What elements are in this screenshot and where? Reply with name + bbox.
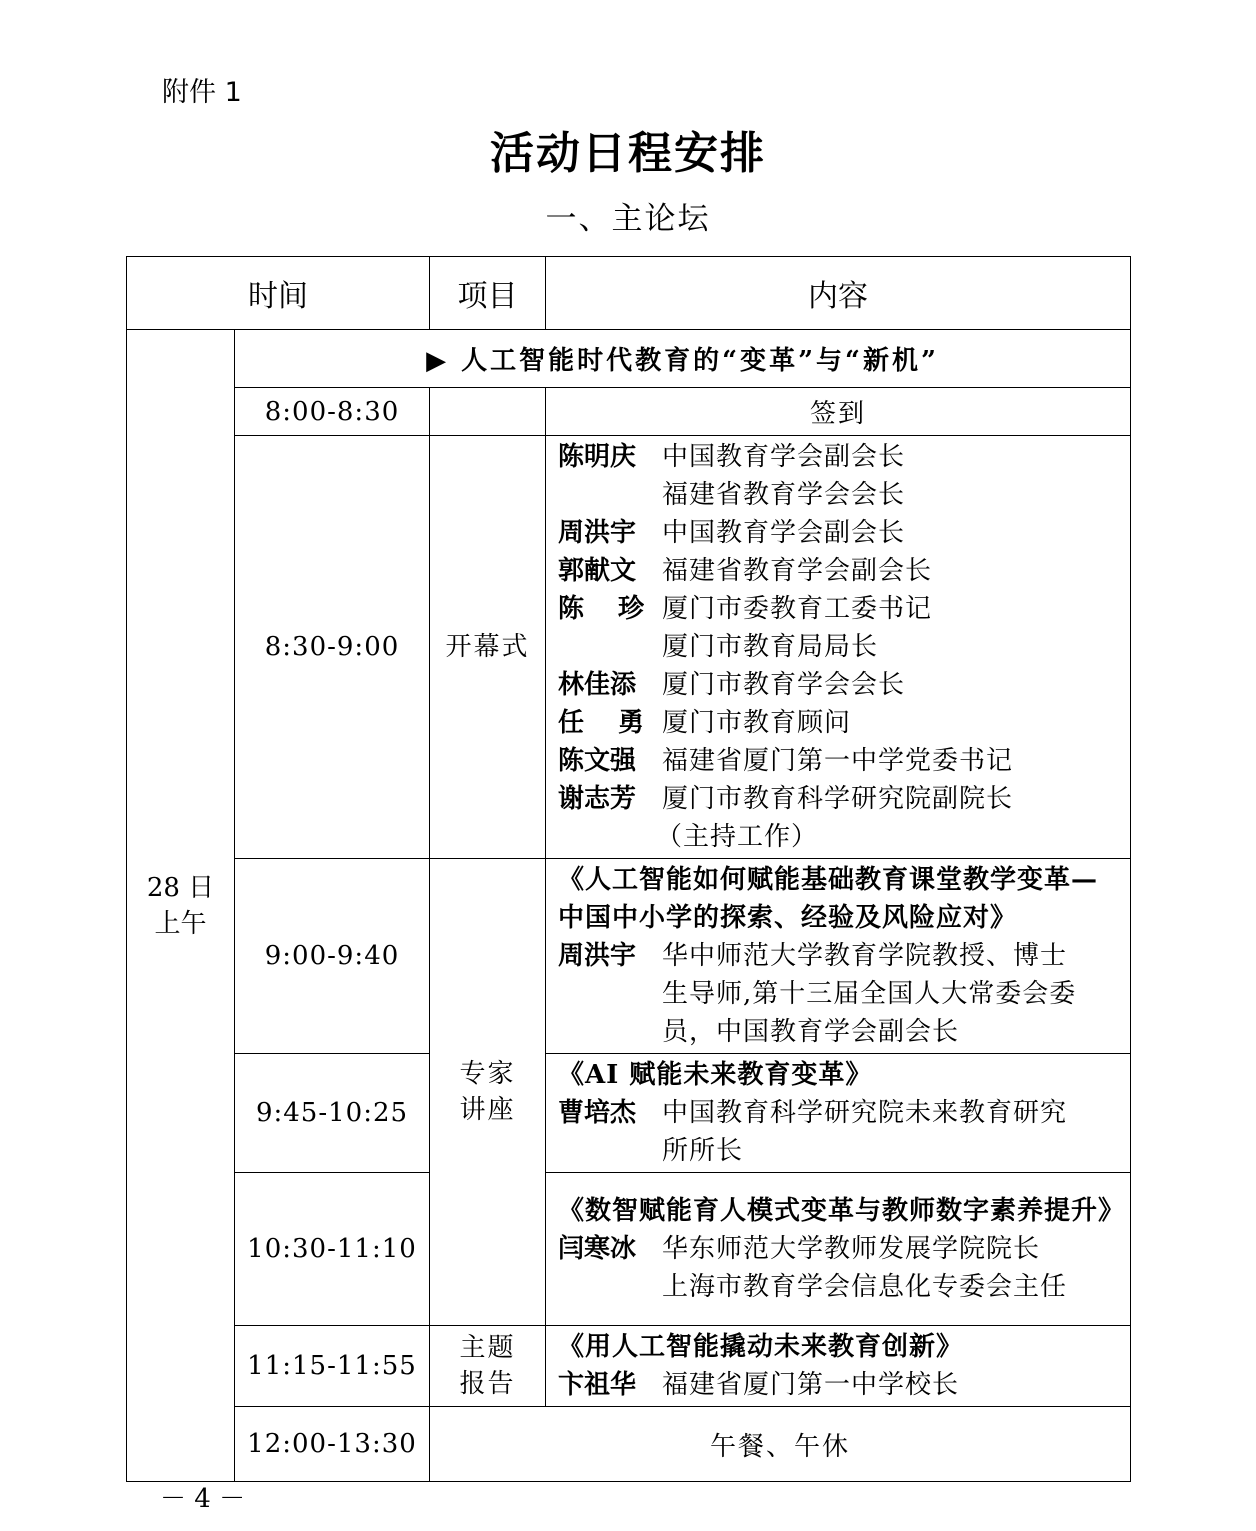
guest-name-part: 陈 <box>558 594 585 624</box>
guest-name: 周洪宇 <box>558 518 637 548</box>
speaker-role-continued: 所所长 <box>662 1136 744 1166</box>
speaker-role-continued: 生导师,第十三届全国人大常委会委 <box>662 979 1077 1009</box>
speaker-name: 闫寒冰 <box>558 1234 637 1264</box>
time-opening: 8:30-9:00 <box>235 436 430 859</box>
item-keynote-line2: 报告 <box>459 1369 516 1399</box>
day-cell <box>127 330 235 1482</box>
table-row <box>127 1407 1131 1482</box>
guest-row <box>558 438 1124 476</box>
guest-role: 中国教育学会副会长 <box>662 442 906 472</box>
guest-role: 福建省教育学会副会长 <box>662 556 933 586</box>
speaker-row <box>558 1230 1124 1268</box>
schedule-table <box>126 256 1131 1482</box>
page-title: 活动日程安排 <box>490 128 766 179</box>
guest-name: 陈明庆 <box>558 442 637 472</box>
speaker-row <box>558 937 1124 975</box>
talk-title: 《人工智能如何赋能基础教育课堂教学变革—中国中小学的探索、经验及风险应对》 <box>558 865 1099 933</box>
day-period: 上午 <box>154 908 207 939</box>
guest-name: 谢志芳 <box>558 784 637 814</box>
item-keynote <box>430 1326 546 1407</box>
lunch-content: 午餐、午休 <box>430 1407 1131 1482</box>
item-empty <box>430 388 546 436</box>
guest-role: 中国教育学会副会长 <box>662 518 906 548</box>
header-row <box>127 257 1131 330</box>
guest-name: 郭献文 <box>558 556 637 586</box>
item-lectures-line2: 讲座 <box>459 1095 516 1125</box>
guest-row <box>558 514 1124 552</box>
speaker-role: 华东师范大学教师发展学院院长 <box>662 1234 1041 1264</box>
theme-row <box>127 330 1131 388</box>
speaker-role-continued: 员，中国教育学会副会长 <box>662 1017 960 1047</box>
attachment-label: 附件 1 <box>162 77 242 108</box>
guest-row <box>558 666 1124 704</box>
lecture-2-content <box>546 1054 1131 1173</box>
guest-name <box>558 590 662 628</box>
table-row <box>127 436 1131 859</box>
guest-row <box>558 780 1124 818</box>
time-lecture-3: 10:30-11:10 <box>235 1173 430 1326</box>
guest-role: 厦门市教育学会会长 <box>662 670 906 700</box>
talk-title: 《AI 赋能未来教育变革》 <box>558 1060 873 1090</box>
time-lunch: 12:00-13:30 <box>235 1407 430 1482</box>
guest-role-note: （主持工作） <box>656 822 819 852</box>
guest-role-continued: 福建省教育学会会长 <box>662 480 906 510</box>
opening-guests <box>546 436 1131 859</box>
guest-name <box>558 704 662 742</box>
time-lecture-1: 9:00-9:40 <box>235 859 430 1054</box>
time-keynote: 11:15-11:55 <box>235 1326 430 1407</box>
speaker-role-continued: 上海市教育学会信息化专委会主任 <box>662 1272 1068 1302</box>
guest-role: 厦门市委教育工委书记 <box>662 594 933 624</box>
speaker-role: 中国教育科学研究院未来教育研究 <box>662 1098 1068 1128</box>
table-row <box>127 859 1131 1054</box>
day-date: 28 日 <box>146 872 215 903</box>
speaker-name: 周洪宇 <box>558 941 637 971</box>
speaker-name: 曹培杰 <box>558 1098 637 1128</box>
talk-title: 《数智赋能育人模式变革与教师数字素养提升》 <box>558 1196 1126 1226</box>
speaker-name: 卞祖华 <box>558 1370 637 1400</box>
table-row <box>127 1173 1131 1326</box>
table-row <box>127 1054 1131 1173</box>
header-time: 时间 <box>127 257 430 330</box>
guest-row <box>558 552 1124 590</box>
lecture-1-content <box>546 859 1131 1054</box>
item-lectures <box>430 859 546 1326</box>
guest-role-continued: 厦门市教育局局长 <box>662 632 879 662</box>
speaker-role: 华中师范大学教育学院教授、博士 <box>662 941 1068 971</box>
guest-role: 厦门市教育科学研究院副院长 <box>662 784 1014 814</box>
section-title: 一、主论坛 <box>545 201 711 237</box>
header-item: 项目 <box>430 257 546 330</box>
guest-name-part: 珍 <box>617 594 644 624</box>
page-number: － 4 － <box>160 1484 246 1514</box>
speaker-role: 福建省厦门第一中学校长 <box>662 1370 960 1400</box>
lecture-3-content <box>546 1173 1131 1326</box>
guest-name: 陈文强 <box>558 746 637 776</box>
header-content: 内容 <box>546 257 1131 330</box>
guest-row <box>558 742 1124 780</box>
item-lectures-line1: 专家 <box>459 1059 516 1089</box>
guest-role: 福建省厦门第一中学党委书记 <box>662 746 1014 776</box>
guest-row <box>558 704 1124 742</box>
keynote-content <box>546 1326 1131 1407</box>
table-row <box>127 388 1131 436</box>
guest-role: 厦门市教育顾问 <box>662 708 852 738</box>
guest-row <box>558 590 1124 628</box>
speaker-row <box>558 1366 1124 1404</box>
guest-name: 林佳添 <box>558 670 637 700</box>
time-lecture-2: 9:45-10:25 <box>235 1054 430 1173</box>
talk-title: 《用人工智能撬动未来教育创新》 <box>558 1332 964 1362</box>
table-row <box>127 1326 1131 1407</box>
item-opening: 开幕式 <box>430 436 546 859</box>
item-keynote-line1: 主题 <box>459 1333 516 1363</box>
time-checkin: 8:00-8:30 <box>235 388 430 436</box>
forum-theme: ▶ 人工智能时代教育的“变革”与“新机” <box>235 330 1131 388</box>
checkin-content: 签到 <box>546 388 1131 436</box>
guest-name-part: 任 <box>558 708 585 738</box>
speaker-row <box>558 1094 1124 1132</box>
guest-name-part: 勇 <box>617 708 644 738</box>
